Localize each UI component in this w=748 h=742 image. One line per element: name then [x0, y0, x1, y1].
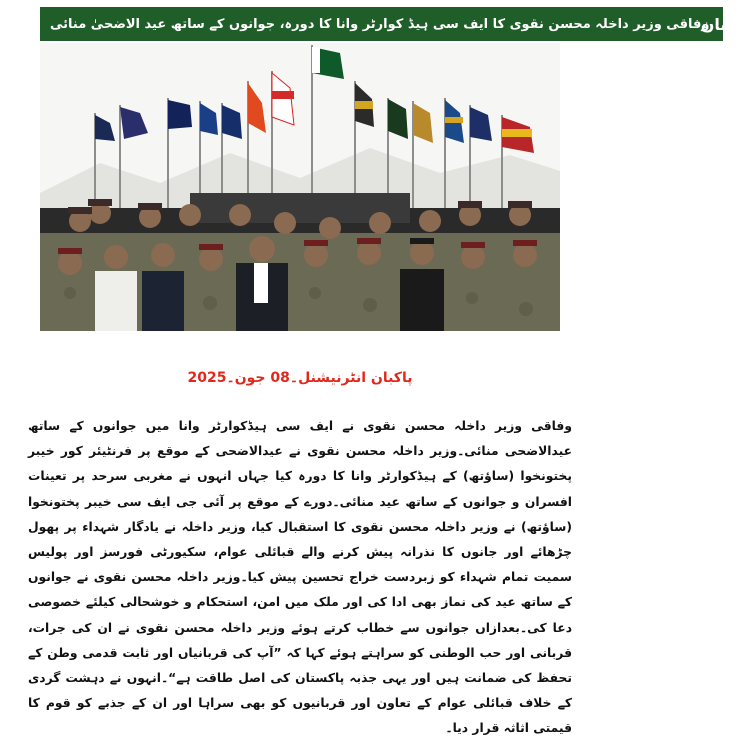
- news-photo: [40, 43, 560, 331]
- header-bar: [40, 7, 748, 41]
- brand-logo: [700, 7, 748, 41]
- headline: وفاقی وزیر داخلہ محسن نقوی کا ایف سی ہیڈ کوارٹر وانا کا دورہ، جوانوں کے ساتھ عید الاضحیٰ منائی: [50, 16, 710, 32]
- article-body: وفاقی وزیر داخلہ محسن نقوی نے ایف سی ہیڈکوارٹر وانا میں جوانوں کے ساتھ عیدالاضحی منائی۔وزیر داخلہ محسن نقوی نے عیدالاضحی کے موقع پر فرنٹیئر کور خیبر پختونخوا (ساؤتھ) کے ہیڈکوارٹر وانا کا دورہ کیا جہاں انہوں نے مغربی سرحد پر تعینات افسران و جوانوں کے ساتھ عید منائی۔دورے کے موقع پر آئی جی ایف سی خیبر پختونخوا (ساؤتھ) نے وزیر داخلہ محسن نقوی کا استقبال کیا، وزیر داخلہ نے یادگار شہداء پر پھول چڑھائے اور جانوں کا نذرانہ پیش کرنے والے قبائلی عوام، سکیورٹی فورسز اور پولیس سمیت تمام شہداء کو زبردست خراج تحسین پیش کیا۔وزیر داخلہ محسن نقوی نے جوانوں کے ساتھ عید کی نماز بھی ادا کی اور ملک میں امن، استحکام و خوشحالی کیلئے خصوصی دعا کی۔بعدازاں جوانوں سے خطاب کرتے ہوئے وزیر داخلہ محسن نقوی نے ان کی جرات، قربانی اور حب الوطنی کو سراہتے ہوئے کہا کہ ”آپ کی قربانیاں اور ثابت قدمی وطن کے تحفظ کی ضمانت ہیں اور یہی جذبہ پاکستان کی اصل طاقت ہے“۔انہوں نے دہشت گردی کے خلاف قبائلی عوام کے تعاون اور قربانیوں کو بھی سراہا اور ان کے جذبے کو قوم کا قیمتی اثاثہ قرار دیا۔: [28, 419, 572, 736]
- group-photo-icon: [40, 43, 560, 331]
- brand-name: پاکبان: [700, 14, 748, 34]
- dateline: پاکبان انٹرنیشنل۔08 جون۔2025: [187, 370, 413, 386]
- headline-box: [40, 7, 719, 41]
